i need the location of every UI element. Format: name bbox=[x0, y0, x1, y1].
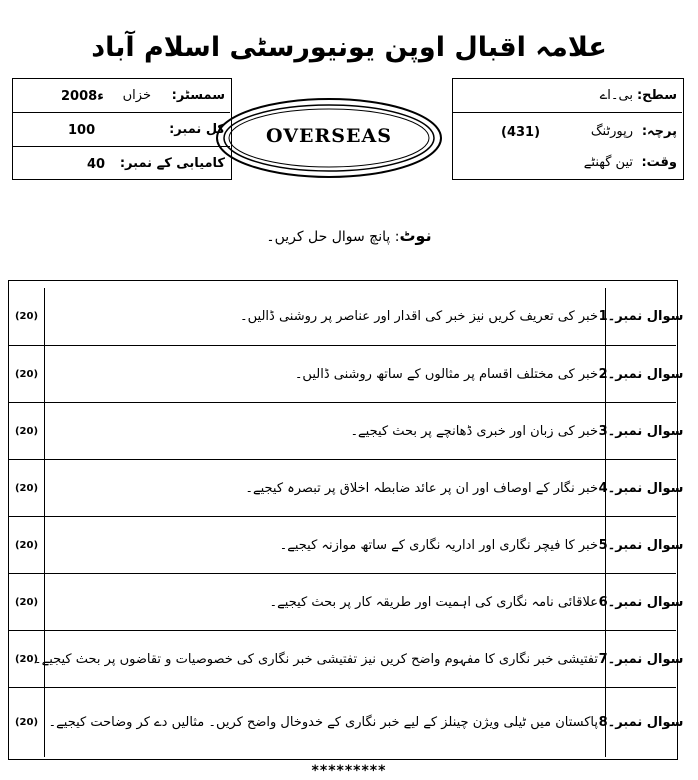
question-number: سوال نمبر۔7 bbox=[605, 631, 676, 688]
question-row bbox=[9, 345, 684, 403]
semester-value: خزاں bbox=[122, 88, 151, 103]
question-number: سوال نمبر۔2 bbox=[605, 346, 676, 403]
question-text: تفتیشی خبر نگاری کا مفہوم واضح کریں نیز تفتیشی خبر نگاری کی خصوصیات و تقاضوں پر بحث کیجیے۔ bbox=[33, 652, 598, 667]
total-marks-label: کل نمبر: bbox=[169, 122, 225, 137]
time-label: وقت: bbox=[641, 155, 677, 170]
question-text: خبر کی تعریف کریں نیز خبر کی اقدار اور عناصر پر روشنی ڈالیں۔ bbox=[240, 309, 598, 324]
instructions-note bbox=[0, 226, 698, 245]
question-marks: (20) bbox=[9, 517, 45, 574]
question-marks: (20) bbox=[9, 346, 45, 403]
question-number: سوال نمبر۔5 bbox=[605, 517, 676, 574]
question-text: خبر کی زبان اور خبری ڈھانچے پر بحث کیجیے۔ bbox=[350, 424, 598, 439]
paper-label: پرچہ: bbox=[641, 124, 677, 139]
question-row bbox=[9, 687, 684, 757]
question-text: خبر نگار کے اوصاف اور ان پر عائد ضابطہ اخلاق پر تبصرہ کیجیے۔ bbox=[245, 481, 598, 496]
question-row bbox=[9, 630, 684, 688]
total-marks-value: 100 bbox=[68, 123, 96, 138]
question-text: خبر کی مختلف اقسام پر مثالوں کے ساتھ روشنی ڈالیں۔ bbox=[294, 367, 598, 382]
question-marks: (20) bbox=[9, 574, 45, 631]
year-value: 2008ء bbox=[61, 89, 104, 104]
time-value: تین گھنٹے bbox=[583, 155, 633, 170]
questions-table bbox=[8, 280, 684, 760]
question-marks: (20) bbox=[9, 460, 45, 517]
question-number: سوال نمبر۔6 bbox=[605, 574, 676, 631]
level-value: بی۔اے bbox=[599, 88, 633, 103]
question-text: علاقائی نامہ نگاری کی اہمیت اور طریقہ کار پر بحث کیجیے۔ bbox=[269, 595, 598, 610]
stamp-text: OVERSEAS bbox=[266, 125, 392, 147]
note-text: : پانچ سوال حل کریں۔ bbox=[266, 229, 400, 245]
question-number: سوال نمبر۔1 bbox=[605, 288, 676, 345]
pass-marks-value: 40 bbox=[87, 157, 106, 172]
question-marks: (20) bbox=[9, 631, 45, 688]
question-row bbox=[9, 459, 684, 517]
semester-label: سمسٹر: bbox=[171, 88, 225, 103]
question-marks: (20) bbox=[9, 288, 45, 345]
question-row bbox=[9, 402, 684, 460]
question-text: پاکستان میں ٹیلی ویژن چینلز کے لیے خبر نگاری کے خدوخال واضح کریں۔ مثالیں دے کر وضاحت کیجیے۔ bbox=[48, 715, 598, 730]
course-info-box bbox=[452, 78, 684, 180]
question-row bbox=[9, 573, 684, 631]
question-marks: (20) bbox=[9, 688, 45, 757]
question-text: خبر کا فیچر نگاری اور اداریہ نگاری کے ساتھ موازنہ کیجیے۔ bbox=[279, 538, 598, 553]
question-number: سوال نمبر۔4 bbox=[605, 460, 676, 517]
note-label: نوٹ bbox=[399, 226, 432, 245]
paper-value: رپورٹنگ bbox=[590, 124, 633, 139]
question-number: سوال نمبر۔8 bbox=[605, 688, 676, 757]
exam-info-box bbox=[12, 78, 232, 180]
question-row bbox=[9, 516, 684, 574]
pass-marks-label: کامیابی کے نمبر: bbox=[119, 156, 225, 171]
question-row bbox=[9, 288, 684, 345]
footer-stars: ********* bbox=[311, 763, 387, 779]
university-title: علامہ اقبال اوپن یونیورسٹی اسلام آباد bbox=[91, 32, 607, 63]
question-marks: (20) bbox=[9, 403, 45, 460]
question-number: سوال نمبر۔3 bbox=[605, 403, 676, 460]
level-label: سطح: bbox=[636, 88, 677, 103]
overseas-stamp bbox=[214, 96, 444, 180]
paper-code: (431) bbox=[501, 125, 541, 140]
